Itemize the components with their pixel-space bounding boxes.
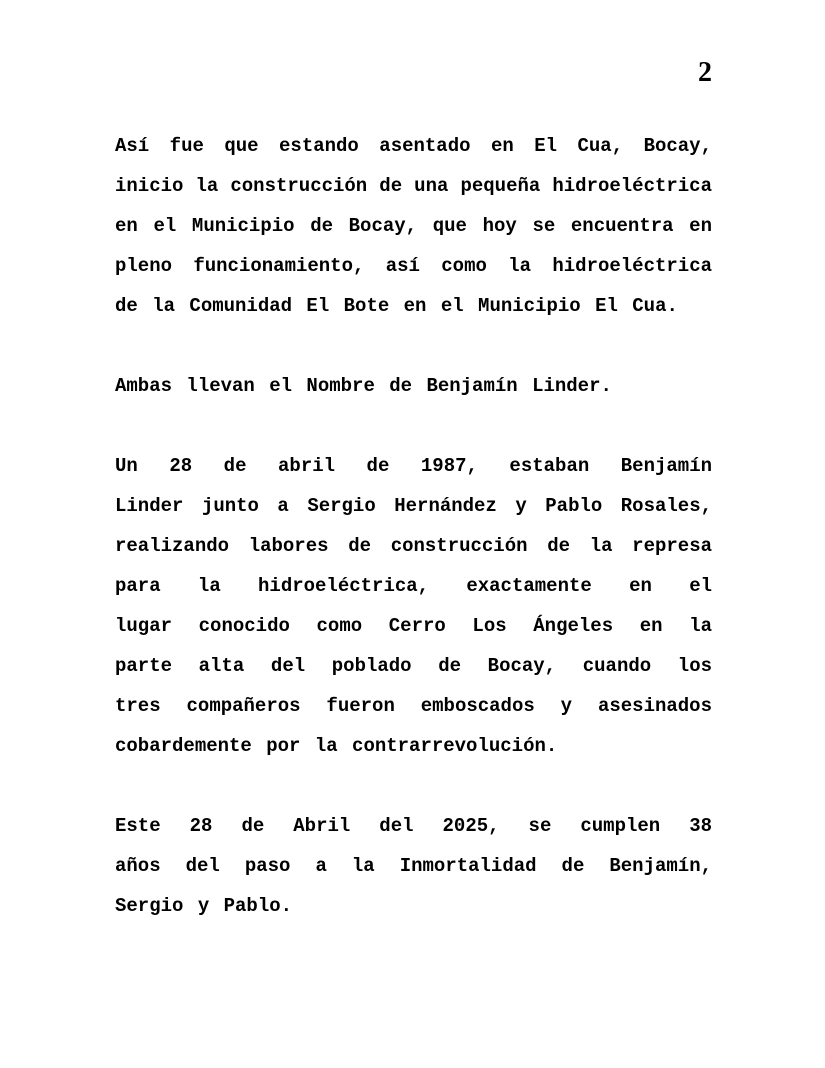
paragraph-2	[115, 366, 712, 406]
text-line: Un 28 de abril de 1987, estaban Benjamín	[115, 455, 712, 477]
text-line: Ambas llevan el Nombre de Benjamín Linder.	[115, 375, 612, 397]
text-line: Así fue que estando asentado en El Cua, Bocay,	[115, 135, 712, 157]
text-line: Linder junto a Sergio Hernández y Pablo Rosales,	[115, 495, 712, 517]
text-line: para la hidroeléctrica, exactamente en el	[115, 575, 712, 597]
paragraph-1	[115, 126, 712, 326]
text-line: lugar conocido como Cerro Los Ángeles en la	[115, 615, 712, 637]
text-line: de la Comunidad El Bote en el Municipio El Cua.	[115, 295, 678, 317]
document-body	[115, 126, 712, 966]
text-line: parte alta del poblado de Bocay, cuando los	[115, 655, 712, 677]
paragraph-4	[115, 806, 712, 926]
text-line: en el Municipio de Bocay, que hoy se encuentra en	[115, 215, 712, 237]
text-line: Sergio y Pablo.	[115, 895, 293, 917]
text-line: tres compañeros fueron emboscados y asesinados	[115, 695, 712, 717]
text-line: pleno funcionamiento, así como la hidroeléctrica	[115, 255, 712, 277]
text-line: inicio la construcción de una pequeña hidroeléctrica	[115, 175, 712, 197]
text-line: cobardemente por la contrarrevolución.	[115, 735, 558, 757]
page-number: 2	[698, 57, 712, 88]
paragraph-3	[115, 446, 712, 766]
text-line: años del paso a la Inmortalidad de Benjamín,	[115, 855, 712, 877]
text-line: realizando labores de construcción de la represa	[115, 535, 712, 557]
text-line: Este 28 de Abril del 2025, se cumplen 38	[115, 815, 712, 837]
